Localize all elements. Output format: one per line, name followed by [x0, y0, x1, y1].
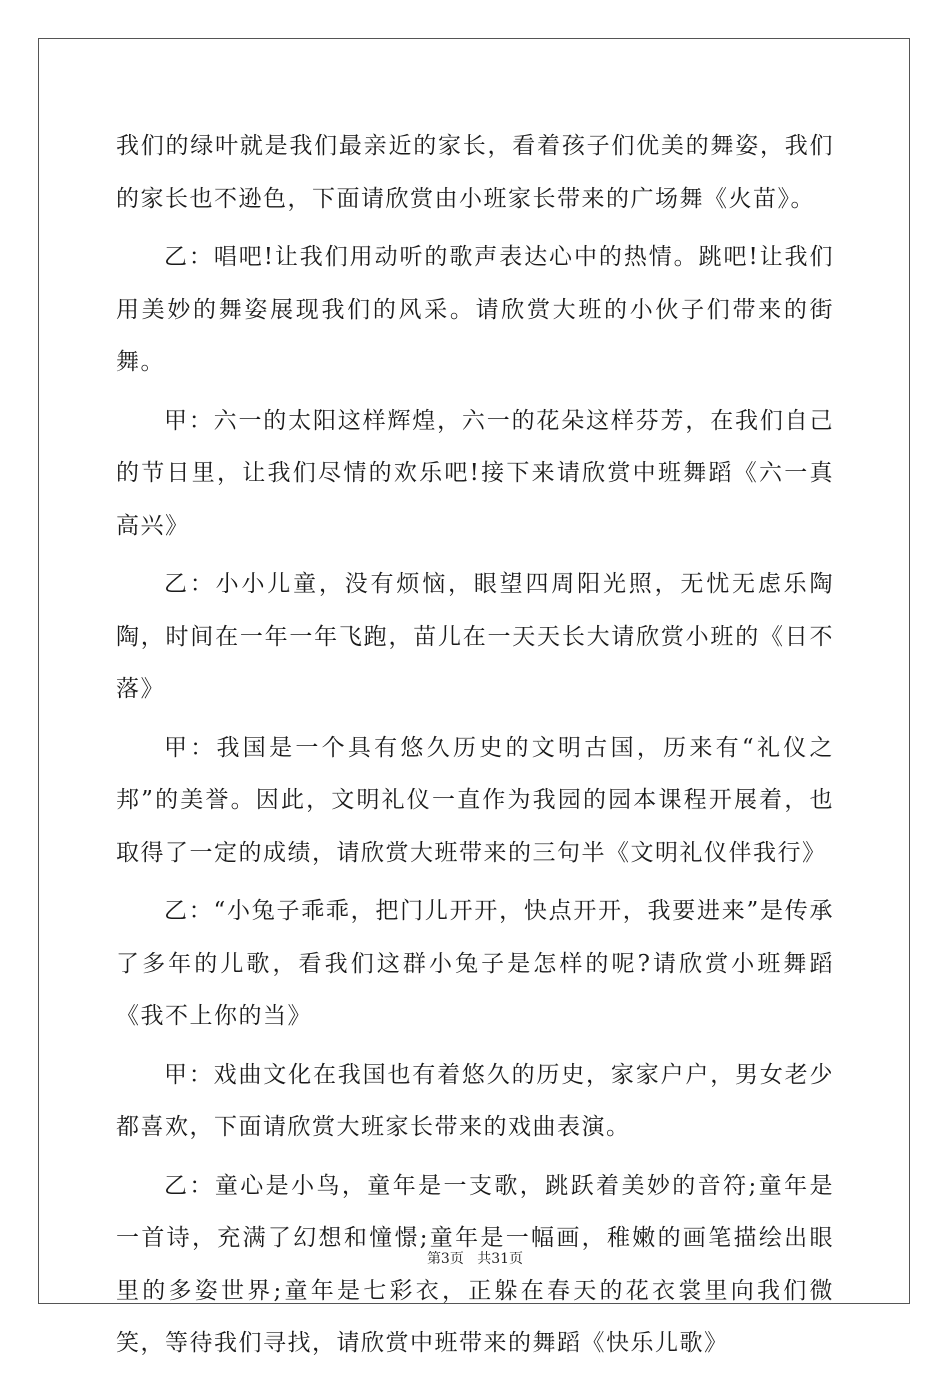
paragraph-1: 我们的绿叶就是我们最亲近的家长，看着孩子们优美的舞姿，我们的家长也不逊色，下面请欣赏由小班家长带来的广场舞《火苗》。 [116, 133, 834, 212]
document-body [116, 120, 834, 1376]
paragraph-6: 乙：“小兔子乖乖，把门儿开开，快点开开，我要进来”是传承了多年的儿歌，看我们这群小兔子是怎样的呢?请欣赏小班舞蹈《我不上你的当》 [116, 898, 834, 1029]
paragraph-7: 甲：戏曲文化在我国也有着悠久的历史，家家户户，男女老少都喜欢，下面请欣赏大班家长带来的戏曲表演。 [116, 1061, 834, 1140]
page-number: 第3页 [426, 1251, 464, 1267]
paragraph-3: 甲：六一的太阳这样辉煌，六一的花朵这样芬芳，在我们自己的节日里，让我们尽情的欢乐吧!接下来请欣赏中班舞蹈《六一真高兴》 [116, 407, 834, 539]
paragraph-8: 乙：童心是小鸟，童年是一支歌，跳跃着美妙的音符;童年是一首诗，充满了幻想和憧憬;童年是一幅画，稚嫩的画笔描绘出眼里的多姿世界;童年是七彩衣，正躲在春天的花衣裳里向我们微笑，等待我们寻找，请欣赏中班带来的舞蹈《快乐儿歌》 [116, 1172, 834, 1356]
page-footer [0, 1248, 950, 1268]
paragraph-4: 乙：小小儿童，没有烦恼，眼望四周阳光照，无忧无虑乐陶陶，时间在一年一年飞跑，苗儿在一天天长大请欣赏小班的《日不落》 [116, 571, 834, 702]
paragraph-5: 甲：我国是一个具有悠久历史的文明古国，历来有“礼仪之邦”的美誉。因此，文明礼仪一直作为我园的园本课程开展着，也取得了一定的成绩，请欣赏大班带来的三句半《文明礼仪伴我行》 [116, 734, 834, 866]
paragraph-2: 乙：唱吧!让我们用动听的歌声表达心中的热情。跳吧!让我们用美妙的舞姿展现我们的风采。请欣赏大班的小伙子们带来的街舞。 [116, 244, 834, 375]
page-total: 共31页 [477, 1251, 524, 1267]
